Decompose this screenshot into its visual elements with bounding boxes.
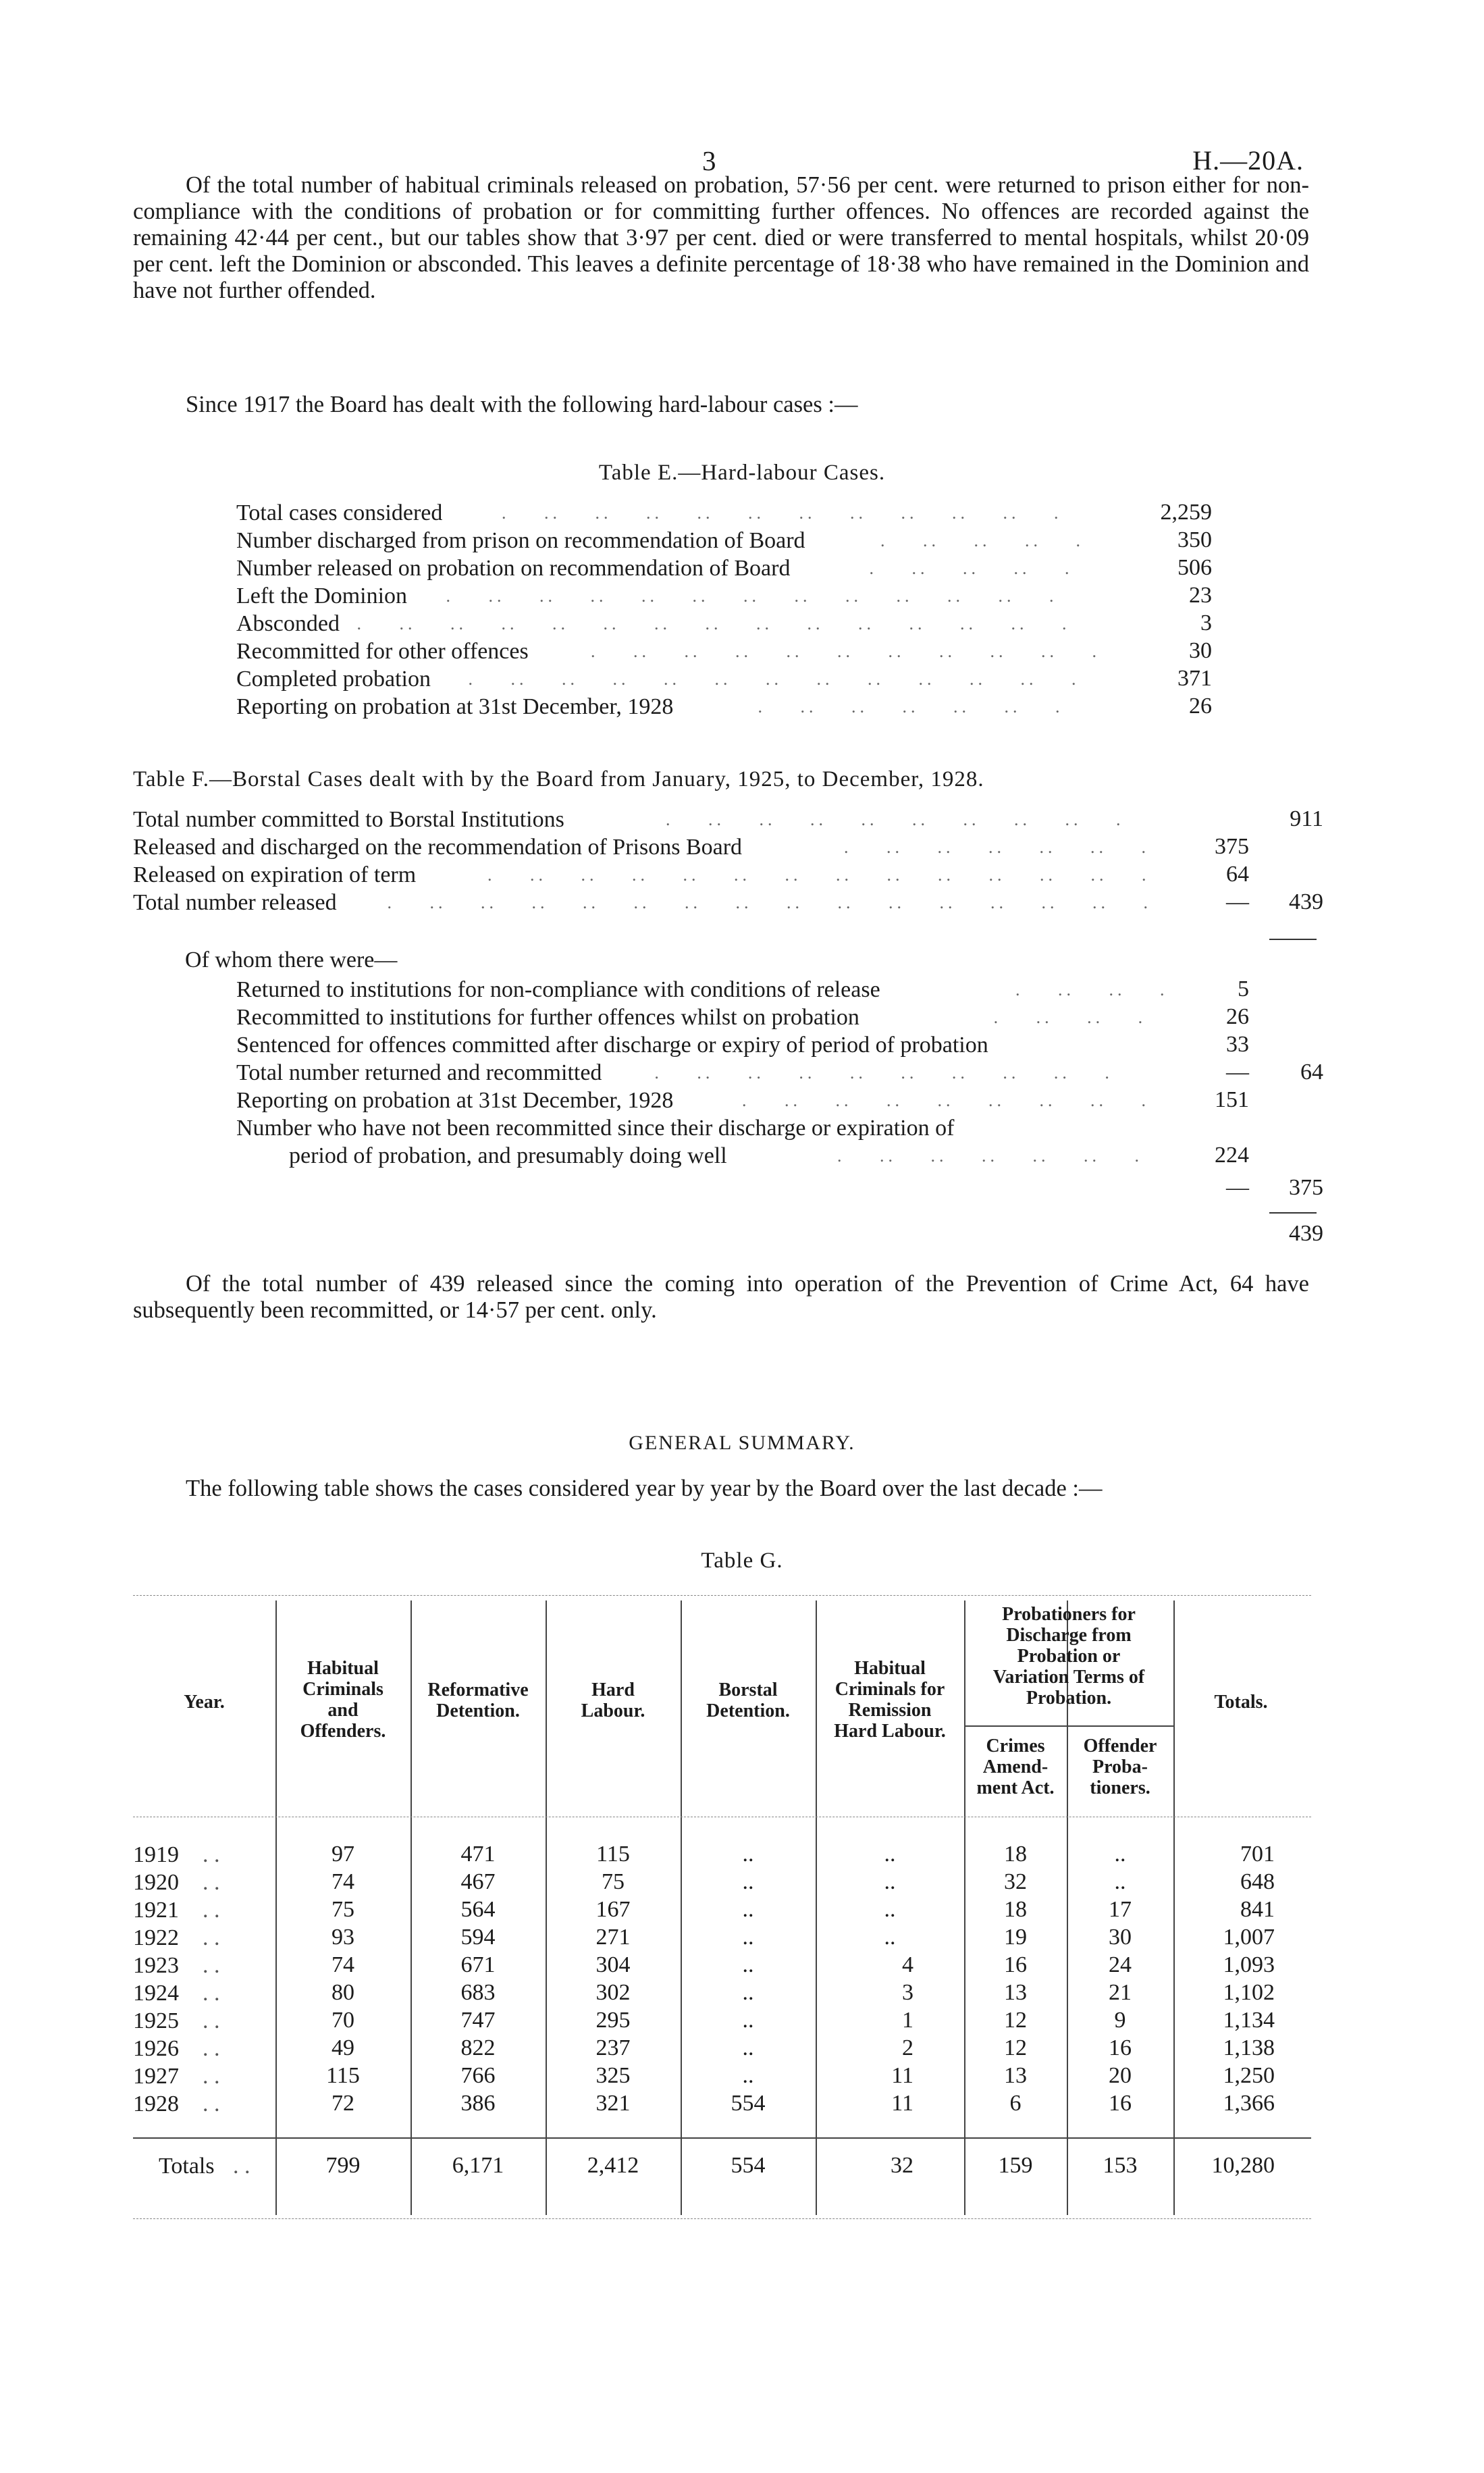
table-f-subtotal-dash: — — [1226, 1175, 1249, 1200]
leader-dots: . .. .. .. .. .. .. .. .. .. .. .. . — [446, 586, 1058, 606]
page-number: 3 — [702, 145, 716, 176]
table-g-cell-total: 841 — [1240, 1897, 1275, 1922]
table-g-cell-total: 1,134 — [1223, 2008, 1275, 2033]
table-g-header-line: Variation Terms of — [992, 1667, 1145, 1688]
paragraph-probation-summary: Of the total number of habitual criminals released on probation, 57·56 per cent. were returned to prison either for non-compliance with the conditions of probation or for committing further offences. No offences are recorded against the remaining 42·44 per cent., but our tables show that 3·97 per cent. died or were transferred to mental hospitals, whilst 20·09 per cent. left the Dominion or absconded. This leaves a definite percentage of 18·38 who have remained in the Dominion and have not further offended. — [133, 172, 1309, 303]
table-g-header-line: Detention. — [706, 1700, 790, 1721]
table-g-cell-offender: 9 — [1114, 2008, 1126, 2033]
leader-dots: . . — [203, 1981, 220, 2006]
table-g-cell-offender: 153 — [1103, 2153, 1138, 2178]
paragraph-released-summary: Of the total number of 439 released since the coming into operation of the Prevention of Crime Act, 64 have subsequently been recommitted, or 14·57 per cent. only. — [133, 1271, 1309, 1323]
table-g-cell-habitual: 93 — [332, 1925, 354, 1950]
leader-dots: . .. .. .. .. .. .. .. .. . — [654, 1063, 1113, 1083]
table-g-cell-offender: 16 — [1109, 2091, 1132, 2116]
table-g-cell-reformative: 671 — [460, 1952, 496, 1977]
table-f-whom-intro: Of whom there were— — [185, 947, 398, 972]
table-g-header-line: Remission — [848, 1700, 932, 1721]
leader-dots: . .. .. .. . — [880, 531, 1084, 550]
table-g-header-remission — [816, 1658, 964, 1742]
table-g-cell-total: 701 — [1240, 1842, 1275, 1867]
table-f-row-label: Total number released — [133, 890, 337, 915]
leader-dots: . .. .. .. . — [869, 558, 1074, 578]
table-f-subrow-label: Returned to institutions for non-compliance with conditions of release — [236, 977, 880, 1002]
table-g-cell-borstal: .. — [742, 1952, 754, 1977]
table-g-year: 1928 — [133, 2091, 179, 2116]
table-g-cell-offender: 17 — [1109, 1897, 1132, 1922]
table-g-header-line: Discharge from — [1006, 1625, 1132, 1646]
table-g-cell-crimes: 18 — [1004, 1897, 1027, 1922]
table-e-row-label: Number discharged from prison on recommendation of Board — [236, 528, 805, 553]
table-g-year: 1921 — [133, 1898, 179, 1923]
table-g-cell-remission: .. — [884, 1897, 896, 1922]
table-g-header-line: Probation. — [1026, 1688, 1112, 1709]
table-g-cell-hard: 321 — [595, 2091, 631, 2116]
table-e-row-value: 26 — [1189, 694, 1212, 719]
table-g-header-line: Crimes — [986, 1736, 1045, 1756]
table-e-row-label: Total cases considered — [236, 500, 443, 525]
table-f-subtotal: 375 — [1289, 1175, 1323, 1200]
table-g-cell-reformative: 683 — [460, 1980, 496, 2005]
table-f-grand-total: 439 — [1289, 1221, 1323, 1246]
table-g-cell-hard: 237 — [595, 2035, 631, 2060]
table-g-cell-habitual: 115 — [326, 2063, 360, 2088]
table-g-header-probationers — [964, 1604, 1173, 1709]
table-g-cell-reformative: 822 — [460, 2035, 496, 2060]
table-g-cell-habitual: 72 — [332, 2091, 354, 2116]
table-g-cell-crimes: 32 — [1004, 1869, 1027, 1894]
table-g-cell-offender: 21 — [1109, 1980, 1132, 2005]
table-g-cell-reformative: 471 — [460, 1842, 496, 1867]
table-f-subrow-label: Recommitted to institutions for further offences whilst on probation — [236, 1005, 859, 1030]
table-f-subrow-label: Reporting on probation at 31st December, 1928 — [236, 1088, 674, 1113]
table-g-cell-total: 10,280 — [1211, 2153, 1275, 2178]
table-g-cell-borstal: .. — [742, 1925, 754, 1950]
table-g-header-line: Criminals — [302, 1679, 383, 1700]
table-g-cell-habitual: 49 — [332, 2035, 354, 2060]
table-e-row-value: 30 — [1189, 638, 1212, 663]
table-e-row-label: Recommitted for other offences — [236, 639, 529, 664]
table-g-cell-borstal: 554 — [731, 2153, 766, 2178]
table-g-cell-habitual: 75 — [332, 1897, 354, 1922]
table-f-subrow-value-1: 5 — [1238, 977, 1249, 1001]
table-e-caption: Table E.—Hard-labour Cases. — [598, 461, 886, 485]
table-f-row-label: Released and discharged on the recommendation of Prisons Board — [133, 835, 743, 860]
table-g-cell-total: 1,007 — [1223, 1925, 1275, 1950]
table-g-year: 1920 — [133, 1870, 179, 1895]
table-g-cell-hard: 167 — [595, 1897, 631, 1922]
leader-dots: . . — [203, 2036, 220, 2061]
table-g-header-reformative — [410, 1680, 546, 1721]
table-g-cell-habitual: 97 — [332, 1842, 354, 1867]
leader-dots: . . — [203, 2008, 220, 2033]
table-f-subrow-label: Total number returned and recommitted — [236, 1060, 602, 1085]
table-g-cell-remission: 11 — [891, 2091, 913, 2116]
table-g-year: 1919 — [133, 1842, 179, 1867]
table-g-cell-habitual: 74 — [332, 1952, 354, 1977]
leader-dots: . . — [203, 1842, 220, 1867]
table-g-cell-reformative: 564 — [460, 1897, 496, 1922]
table-g-cell-borstal: 554 — [731, 2091, 766, 2116]
table-g-cell-offender: 24 — [1109, 1952, 1132, 1977]
table-g-cell-hard: 2,412 — [587, 2153, 639, 2178]
table-g-header-borstal — [681, 1680, 816, 1721]
table-g-year: 1923 — [133, 1953, 179, 1978]
table-g-cell-borstal: .. — [742, 2035, 754, 2060]
table-g-header-line: Detention. — [436, 1700, 520, 1721]
table-g-cell-offender: .. — [1114, 1842, 1126, 1867]
table-f-subrow-value-1: — — [1226, 1060, 1249, 1085]
leader-dots: . .. .. . — [993, 1008, 1147, 1027]
table-g-cell-remission: 3 — [902, 1980, 913, 2005]
table-f-subrow-value-1: 33 — [1226, 1032, 1249, 1057]
table-g-cell-borstal: .. — [742, 1980, 754, 2005]
table-e-row-value: 3 — [1200, 610, 1212, 635]
table-e-row-value: 371 — [1177, 666, 1212, 691]
leader-dots: . .. .. .. .. .. .. .. .. .. .. .. .. .. .. . — [387, 893, 1152, 912]
leader-dots: . . — [203, 1898, 220, 1923]
table-g-cell-total: 648 — [1240, 1869, 1275, 1894]
leader-dots: . .. .. .. .. .. .. .. .. .. . — [591, 642, 1101, 661]
leader-dots: . . — [203, 2064, 220, 2089]
table-g-cell-total: 1,250 — [1223, 2063, 1275, 2088]
table-g-cell-crimes: 13 — [1004, 2063, 1027, 2088]
table-g-cell-borstal: .. — [742, 1842, 754, 1867]
table-g-year: Totals — [159, 2154, 215, 2179]
table-g-cell-borstal: .. — [742, 2008, 754, 2033]
leader-dots: . . — [233, 2154, 250, 2179]
table-g-cell-remission: .. — [884, 1925, 896, 1950]
table-g-cell-reformative: 594 — [460, 1925, 496, 1950]
table-e-row-label: Completed probation — [236, 667, 431, 692]
table-g-cell-reformative: 766 — [460, 2063, 496, 2088]
table-e-row-label: Left the Dominion — [236, 583, 408, 608]
table-g-header-line: ment Act. — [976, 1777, 1055, 1798]
table-g-header-line: Amend- — [982, 1756, 1049, 1777]
table-g-cell-hard: 325 — [595, 2063, 631, 2088]
table-g-probation-rule — [964, 1725, 1173, 1727]
paragraph-table-g-intro: The following table shows the cases considered year by year by the Board over the last decade :— — [186, 1476, 1103, 1501]
table-g-year: 1927 — [133, 2064, 179, 2089]
table-g-cell-crimes: 12 — [1004, 2035, 1027, 2060]
table-g-cell-remission: .. — [884, 1842, 896, 1867]
table-g-cell-remission: 32 — [891, 2153, 913, 2178]
table-g-cell-reformative: 386 — [460, 2091, 496, 2116]
table-f-subrow-value-1: 26 — [1226, 1004, 1249, 1029]
table-f-row-value-1: 64 — [1226, 862, 1249, 887]
table-g-header-line: Hard — [591, 1680, 635, 1700]
table-g-cell-reformative: 6,171 — [452, 2153, 504, 2178]
table-g-header-line: Habitual — [307, 1658, 379, 1679]
table-g-year: 1926 — [133, 2036, 179, 2061]
leader-dots: . .. .. .. .. .. .. .. .. .. .. .. .. .. . — [356, 614, 1071, 633]
table-f-subrow-value-2: 64 — [1300, 1060, 1323, 1085]
table-f-caption: Table F.—Borstal Cases dealt with by the Board from January, 1925, to December, 1928. — [133, 767, 984, 791]
table-g-cell-crimes: 19 — [1004, 1925, 1027, 1950]
table-g-cell-remission: 2 — [902, 2035, 913, 2060]
table-g-cell-borstal: .. — [742, 1897, 754, 1922]
table-g-header-line: Probation or — [1017, 1646, 1121, 1667]
table-e-row-value: 2,259 — [1160, 500, 1212, 525]
table-g-header-habitual — [275, 1658, 410, 1742]
table-g-cell-hard: 295 — [595, 2008, 631, 2033]
leader-dots: . .. .. .. .. .. .. .. .. . — [666, 810, 1125, 829]
table-g-cell-borstal: .. — [742, 2063, 754, 2088]
table-g-cell-reformative: 747 — [460, 2008, 496, 2033]
table-e-row-value: 506 — [1177, 555, 1212, 580]
table-g-cell-crimes: 16 — [1004, 1952, 1027, 1977]
table-g-cell-crimes: 159 — [998, 2153, 1033, 2178]
table-g-cell-crimes: 6 — [1009, 2091, 1022, 2116]
table-g-cell-offender: 16 — [1109, 2035, 1132, 2060]
table-g-year: 1924 — [133, 1981, 179, 2006]
table-g-header-line: Hard Labour. — [834, 1721, 946, 1742]
leader-dots: . .. .. .. .. .. .. .. .. .. .. .. .. . — [487, 865, 1150, 885]
table-g-cell-remission: 11 — [891, 2063, 913, 2088]
table-f-row-value-1: 375 — [1215, 834, 1249, 859]
table-g-header-line: and — [327, 1700, 359, 1721]
table-g-cell-crimes: 13 — [1004, 1980, 1027, 2005]
table-g-header-line: Habitual — [854, 1658, 926, 1679]
table-e-row-label: Number released on probation on recommendation of Board — [236, 556, 791, 581]
table-g-header-line: Criminals for — [834, 1679, 945, 1700]
table-g-cell-habitual: 80 — [332, 1980, 354, 2005]
table-e-row-label: Reporting on probation at 31st December, 1928 — [236, 694, 674, 719]
table-g-cell-hard: 115 — [596, 1842, 630, 1867]
table-g-header-line: Borstal — [718, 1680, 778, 1700]
table-g-header-line: Proba- — [1092, 1756, 1148, 1777]
leader-dots: . . — [203, 2091, 220, 2116]
table-g-header-line: Reformative — [427, 1680, 529, 1700]
leader-dots: . .. .. .. .. .. . — [844, 837, 1150, 857]
leader-dots: . .. .. .. .. .. .. .. .. .. .. .. . — [468, 669, 1080, 689]
leader-dots: . .. .. .. .. .. . — [837, 1146, 1143, 1166]
table-g-cell-hard: 302 — [595, 1980, 631, 2005]
table-g-cell-total: 1,366 — [1223, 2091, 1275, 2116]
table-g-cell-total: 1,093 — [1223, 1952, 1275, 1977]
table-f-subrow-value-1: 151 — [1215, 1087, 1249, 1112]
table-g-cell-habitual: 799 — [325, 2153, 361, 2178]
table-f-subrow-label: Sentenced for offences committed after discharge or expiry of period of probation — [236, 1033, 988, 1058]
table-g-header-line: Offenders. — [300, 1721, 386, 1742]
table-f-not-recommitted-label: Number who have not been recommitted since their discharge or expiration of — [236, 1116, 955, 1141]
leader-dots: . .. .. . — [1015, 980, 1169, 999]
table-g-cell-hard: 75 — [602, 1869, 625, 1894]
table-g-header-year: Year. — [184, 1692, 225, 1713]
table-g-cell-total: 1,102 — [1223, 1980, 1275, 2005]
table-g-cell-offender: 20 — [1109, 2063, 1132, 2088]
table-g-cell-crimes: 12 — [1004, 2008, 1027, 2033]
table-g-header-crimes — [964, 1736, 1067, 1798]
table-f-row-label: Total number committed to Borstal Institutions — [133, 807, 564, 832]
table-g-cell-habitual: 70 — [332, 2008, 354, 2033]
divider-rule — [1269, 1212, 1317, 1214]
table-g-cell-total: 1,138 — [1223, 2035, 1275, 2060]
table-g-header-hard — [546, 1680, 681, 1721]
table-g-cell-habitual: 74 — [332, 1869, 354, 1894]
table-g-header-line: tioners. — [1090, 1777, 1150, 1798]
table-g-header-totals: Totals. — [1214, 1692, 1268, 1713]
table-g-cell-remission: 4 — [902, 1952, 913, 1977]
table-g-cell-reformative: 467 — [460, 1869, 496, 1894]
table-g-cell-hard: 271 — [595, 1925, 631, 1950]
table-g-year: 1922 — [133, 1925, 179, 1950]
table-g-header-offender — [1067, 1736, 1173, 1798]
table-g-top-rule — [133, 1595, 1311, 1596]
table-f-row-label: Released on expiration of term — [133, 862, 417, 887]
table-g-cell-borstal: .. — [742, 1869, 754, 1894]
table-g-totals-rule — [133, 2137, 1311, 2139]
table-f-not-recommitted-label-2: period of probation, and presumably doing well — [289, 1143, 727, 1168]
leader-dots: . . — [203, 1953, 220, 1978]
table-g-cell-offender: .. — [1114, 1869, 1126, 1894]
table-g-cell-offender: 30 — [1109, 1925, 1132, 1950]
table-g-header-line: Offender — [1083, 1736, 1157, 1756]
table-g-caption: Table G. — [701, 1548, 783, 1573]
paragraph-hard-labour-intro: Since 1917 the Board has dealt with the following hard-labour cases :— — [186, 392, 858, 417]
table-e-row-label: Absconded — [236, 611, 340, 636]
divider-rule — [1269, 939, 1317, 940]
leader-dots: . . — [203, 1870, 220, 1895]
table-e-row-value: 350 — [1177, 527, 1212, 552]
table-g-cell-crimes: 18 — [1004, 1842, 1027, 1867]
leader-dots: . .. .. .. .. .. . — [758, 697, 1064, 717]
table-g-cell-remission: 1 — [902, 2008, 913, 2033]
leader-dots: . .. .. .. .. .. .. .. . — [742, 1091, 1150, 1110]
table-g-bottom-rule — [133, 2218, 1311, 2219]
document-reference: H.—20A. — [1192, 145, 1304, 176]
leader-dots: . . — [203, 1925, 220, 1950]
table-f-row-value-2: 439 — [1289, 889, 1323, 914]
table-e-row-value: 23 — [1189, 583, 1212, 608]
table-g-cell-hard: 304 — [595, 1952, 631, 1977]
table-g-header-line: Labour. — [581, 1700, 645, 1721]
table-f-row-value-2: 911 — [1290, 806, 1323, 831]
table-f-row-value-1: — — [1226, 889, 1249, 914]
leader-dots: . .. .. .. .. .. .. .. .. .. .. . — [502, 503, 1063, 523]
general-summary-heading: GENERAL SUMMARY. — [629, 1432, 855, 1454]
table-f-not-recommitted-value: 224 — [1215, 1143, 1249, 1168]
table-g-header-line: Probationers for — [1002, 1604, 1136, 1625]
table-g-cell-remission: .. — [884, 1869, 896, 1894]
table-g-year: 1925 — [133, 2008, 179, 2033]
